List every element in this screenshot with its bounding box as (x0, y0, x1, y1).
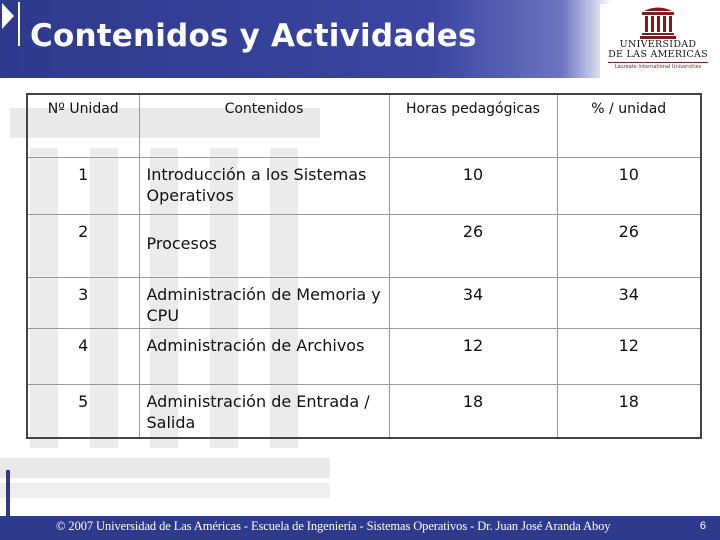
cell-horas: 34 (389, 278, 557, 329)
footer-text: © 2007 Universidad de Las Américas - Escuela de Ingeniería - Sistemas Operativos - Dr. Juan José Aranda Aboy (56, 519, 611, 533)
cell-contenido: Administración de Entrada / Salida (139, 385, 389, 438)
university-building-logo-icon (638, 6, 678, 40)
cell-porcentaje: 18 (557, 385, 701, 438)
logo-text-line2: DE LAS AMERICAS (608, 49, 708, 60)
footer-bar (0, 516, 720, 540)
cell-porcentaje: 12 (557, 329, 701, 385)
logo-divider (608, 62, 708, 63)
accent-line (6, 470, 10, 520)
cell-contenido: Administración de Memoria y CPU (139, 278, 389, 329)
cell-contenido: Procesos (139, 215, 389, 278)
header-horas: Horas pedagógicas (389, 94, 557, 158)
cell-unidad: 2 (27, 215, 139, 278)
content-table (26, 93, 702, 439)
slide-title: Contenidos y Actividades (30, 18, 477, 54)
header-contenidos: Contenidos (139, 94, 389, 158)
table-row (27, 158, 701, 215)
cell-unidad: 1 (27, 158, 139, 215)
cell-porcentaje: 26 (557, 215, 701, 278)
table-row (27, 215, 701, 278)
cell-unidad: 4 (27, 329, 139, 385)
cell-unidad: 5 (27, 385, 139, 438)
cell-horas: 10 (389, 158, 557, 215)
table-header-row (27, 94, 701, 158)
banner-marker-line (18, 2, 20, 46)
banner-arrow-marker (2, 3, 14, 29)
cell-horas: 26 (389, 215, 557, 278)
cell-horas: 12 (389, 329, 557, 385)
table-row (27, 385, 701, 438)
cell-porcentaje: 10 (557, 158, 701, 215)
cell-contenido: Introducción a los Sistemas Operativos (139, 158, 389, 215)
university-logo (600, 4, 716, 78)
logo-text-line1: UNIVERSIDAD (619, 39, 697, 50)
cell-porcentaje: 34 (557, 278, 701, 329)
logo-subtitle: Laureate International Universities (614, 64, 702, 70)
table-row (27, 278, 701, 329)
cell-unidad: 3 (27, 278, 139, 329)
page-number: 6 (699, 520, 706, 532)
header-unidad: Nº Unidad (27, 94, 139, 158)
table-row (27, 329, 701, 385)
cell-horas: 18 (389, 385, 557, 438)
cell-contenido: Administración de Archivos (139, 329, 389, 385)
header-porcentaje: % / unidad (557, 94, 701, 158)
